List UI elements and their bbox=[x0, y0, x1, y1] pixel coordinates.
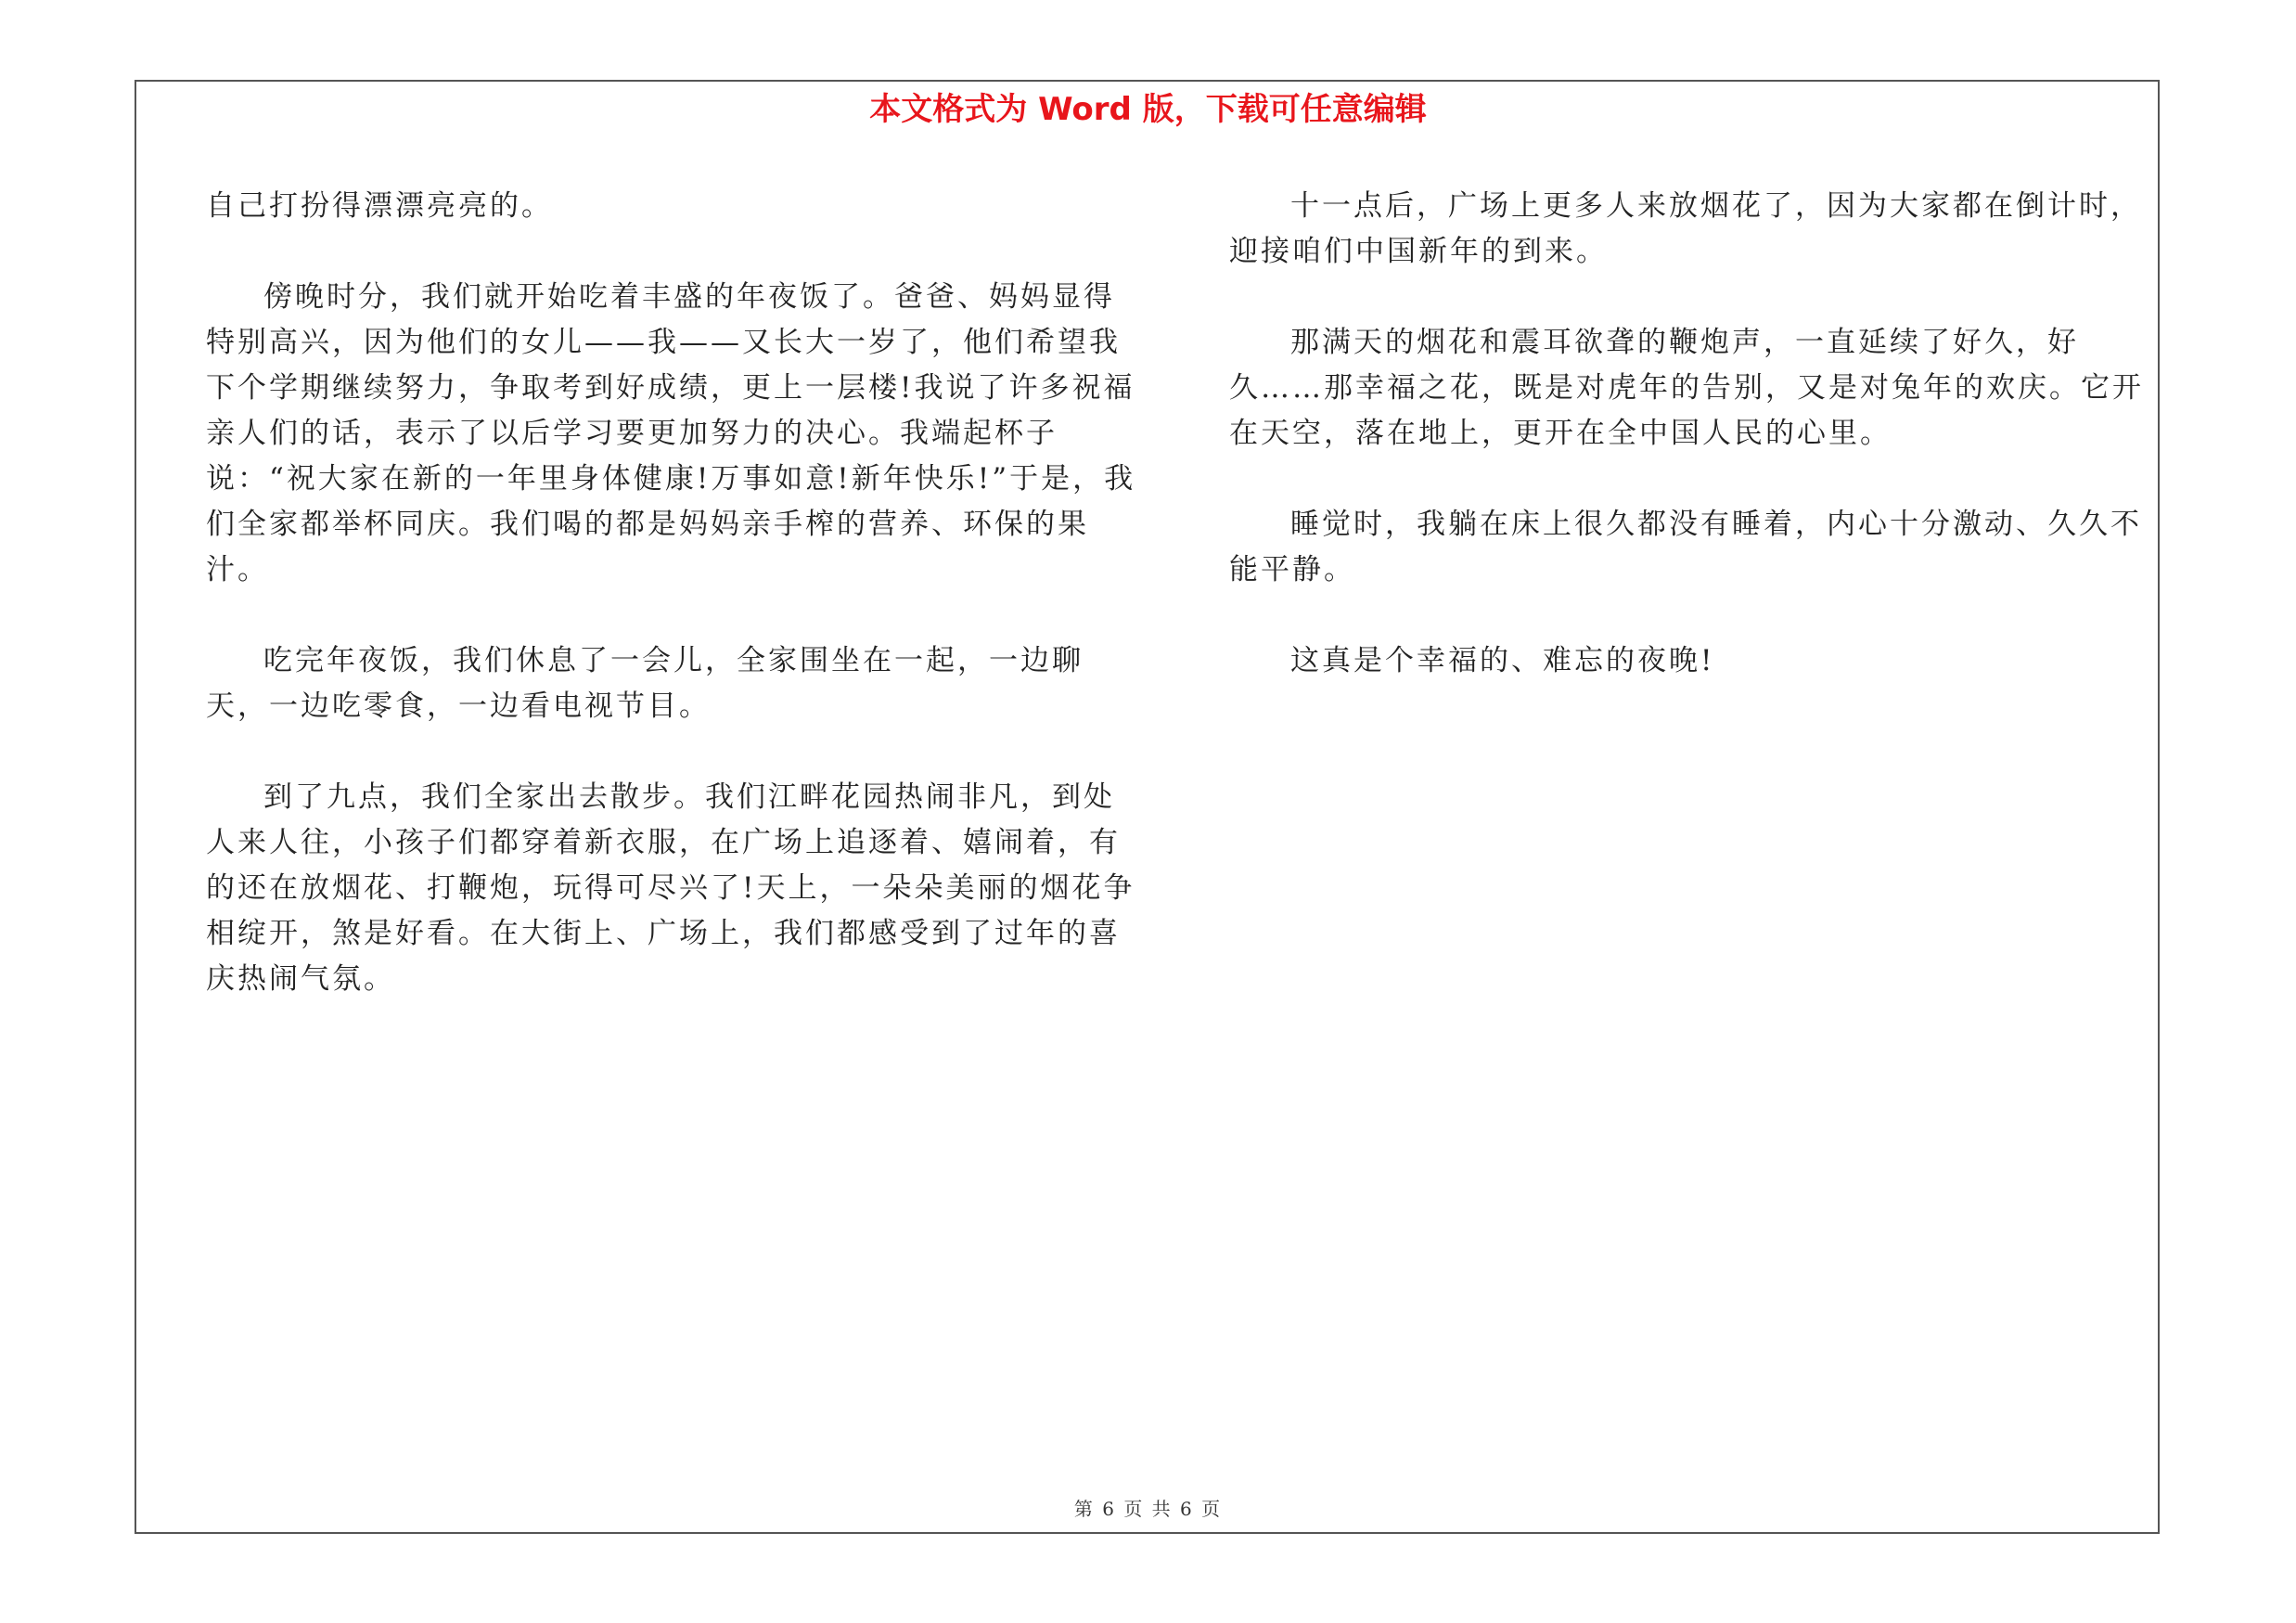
paragraph-continued: 自己打扮得漂漂亮亮的。 bbox=[206, 189, 553, 223]
format-banner: 本文格式为 Word 版，下载可任意编辑 bbox=[869, 91, 1427, 128]
paragraph-dinner: 傍晚时分，我们就开始吃着丰盛的年夜饭了。爸爸、妈妈显得特别高兴，因为他们的女儿——我——又长大一岁了，他们希望我下个学期继续努力，争取考到好成绩，更上一层楼!我说了许多祝福亲人们的话，表示了以后学习要更加努力的决心。我端起杯子说：“祝大家在新的一年里身体健康!万事如意!新年快乐!”于是，我们全家都举杯同庆。我们喝的都是妈妈亲手榨的营养、环保的果汁。 bbox=[206, 280, 1136, 586]
paragraph-after-dinner: 吃完年夜饭，我们休息了一会儿，全家围坐在一起，一边聊天，一边吃零食，一边看电视节目。 bbox=[206, 644, 1084, 723]
paragraph-fireworks: 那满天的烟花和震耳欲聋的鞭炮声，一直延续了好久，好久……那幸福之花，既是对虎年的告别，又是对兔年的欢庆。它开在天空，落在地上，更开在全中国人民的心里。 bbox=[1229, 326, 2144, 450]
paragraph-walk: 到了九点，我们全家出去散步。我们江畔花园热闹非凡，到处人来人往，小孩子们都穿着新衣服，在广场上追逐着、嬉闹着，有的还在放烟花、打鞭炮，玩得可尽兴了!天上，一朵朵美丽的烟花争相绽开，煞是好看。在大街上、广场上，我们都感受到了过年的喜庆热闹气氛。 bbox=[206, 780, 1135, 996]
paragraph-closing: 这真是个幸福的、难忘的夜晚! bbox=[1290, 644, 1715, 677]
right-column bbox=[1229, 184, 2157, 729]
left-column bbox=[206, 184, 1143, 1048]
paragraph-bedtime: 睡觉时，我躺在床上很久都没有睡着，内心十分激动、久久不能平静。 bbox=[1229, 508, 2142, 586]
paragraph-countdown: 十一点后，广场上更多人来放烟花了，因为大家都在倒计时，迎接咱们中国新年的到来。 bbox=[1229, 189, 2142, 268]
page-number: 第 6 页 共 6 页 bbox=[1073, 1498, 1223, 1520]
